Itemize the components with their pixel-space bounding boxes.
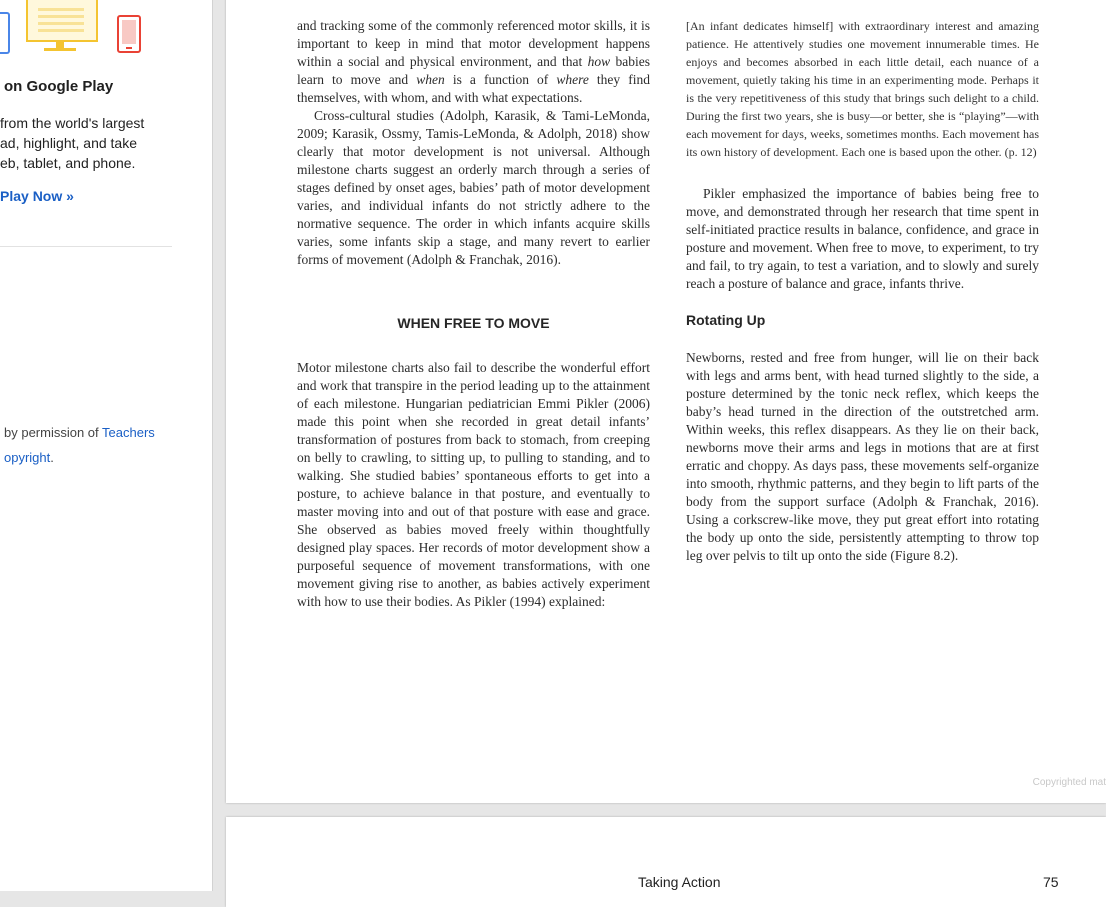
right-column <box>686 17 1039 565</box>
paragraph: Motor milestone charts also fail to describe the wonderful effort and work that transpire in the period leading up to the attainment of each milestone. Hungarian pediatrician Emmi Pikler (2006) made this point when she recorded in great detail infants’ transformation of postures from back to stomach, from creeping on belly to crawling, to sitting up, to pulling to standing, and to walking. She studied babies’ spontaneous efforts to get into a posture, to achieve balance in that posture, and eventually to master moving into and out of that posture with ease and grace. She observed as babies moved freely within thoughtfully designed play spaces. Her records of motor development show a purposeful sequence of movement transformations, with one movement giving rise to another, as babies actively experiment with how to use their bodies. As Pikler (1994) explained: <box>297 360 650 609</box>
next-book-page <box>226 817 1106 907</box>
google-play-description-line: from the world's largest <box>0 115 145 131</box>
google-play-description <box>0 113 210 173</box>
subsection-heading: Rotating Up <box>686 312 766 328</box>
google-play-description-line: eb, tablet, and phone. <box>0 155 136 171</box>
google-play-title: on Google Play <box>4 78 114 95</box>
paragraph: Cross-cultural studies (Adolph, Karasik, & Tami-LeMonda, 2009; Karasik, Ossmy, Tamis-LeMonda, & Adolph, 2018) show clearly that motor development is not universal. Although milestone charts suggest an orderly march through a series of stages defined by onset ages, babies’ path of motor development varies, and individual infants do not strictly adhere to the normative sequence. The order in which infants acquire skills varies, some infants skip a stage, and many revert to earlier forms of movement (Adolph & Franchak, 2016). <box>297 108 650 267</box>
sidebar-divider <box>0 246 172 247</box>
running-title: Taking Action <box>638 874 721 890</box>
permission-tail: . <box>50 450 54 465</box>
paragraph: and tracking some of the commonly referenced motor skills, it is important to keep in mind that motor development happens within a social and physical environment, and that how babies learn to move and when is a function of where they find themselves, with whom, and with what expectations. <box>297 18 650 105</box>
book-page <box>226 0 1106 803</box>
monitor-icon <box>26 0 98 42</box>
permission-text: by permission of <box>4 425 103 440</box>
paragraph: Pikler emphasized the importance of babies being free to move, and demonstrated through her research that time spent in self-initiated practice results in balance, confidence, and grace in posture and movement. When free to move, to experiment, to try and fail, to try again, to test a variation, and to slowly and surely reach a posture of balance and grace, infants thrive. <box>686 186 1039 291</box>
copyright-watermark: Copyrighted mat <box>1032 777 1106 788</box>
left-column <box>297 17 650 611</box>
tablet-icon <box>117 15 141 53</box>
monitor-base <box>44 48 76 51</box>
paragraph: Newborns, rested and free from hunger, will lie on their back with legs and arms bent, with head turned slightly to the side, a posture determined by the tonic neck reflex, which keeps the baby’s head turned in the direction of the outstretched arm. Within weeks, this reflex disappears. As they lie on their back, newborns move their arms and legs in motions that are at first erratic and choppy. As days pass, these movements self-organize into smooth, rhythmic patterns, and they begin to lift parts of the body from the support surface (Adolph & Franchak, 2016). Using a corkscrew-like move, they put great effort into rotating the body up onto the side, persistently attempting to throw top leg over pelvis to tilt up onto the side (Figure 8.2). <box>686 350 1039 563</box>
permission-notice <box>4 420 155 470</box>
copyright-link[interactable]: opyright <box>4 450 51 465</box>
play-now-link[interactable]: Play Now » <box>0 188 74 204</box>
page-number: 75 <box>1043 874 1059 890</box>
sidebar <box>0 0 212 891</box>
publisher-link[interactable]: Teachers <box>102 425 155 440</box>
block-quote: [An infant dedicates himself] with extraordinary interest and amazing patience. He attentively studies one movement innumerable times. He enjoys and becomes absorbed in each little detail, each nuance of a movement, quietly taking his time in an experimenting mode. Perhaps it is the very repetitiveness of this study that brings such delight to a child. During the first two years, she is busy—or better, she is “playing”—with each movement for days, weeks, sometimes months. Each movement has its own history of development. Each one is based upon the other. (p. 12) <box>686 19 1039 159</box>
phone-icon <box>0 12 10 54</box>
google-play-description-line: ad, highlight, and take <box>0 135 137 151</box>
sidebar-border <box>212 0 213 891</box>
section-heading: WHEN FREE TO MOVE <box>397 315 550 331</box>
